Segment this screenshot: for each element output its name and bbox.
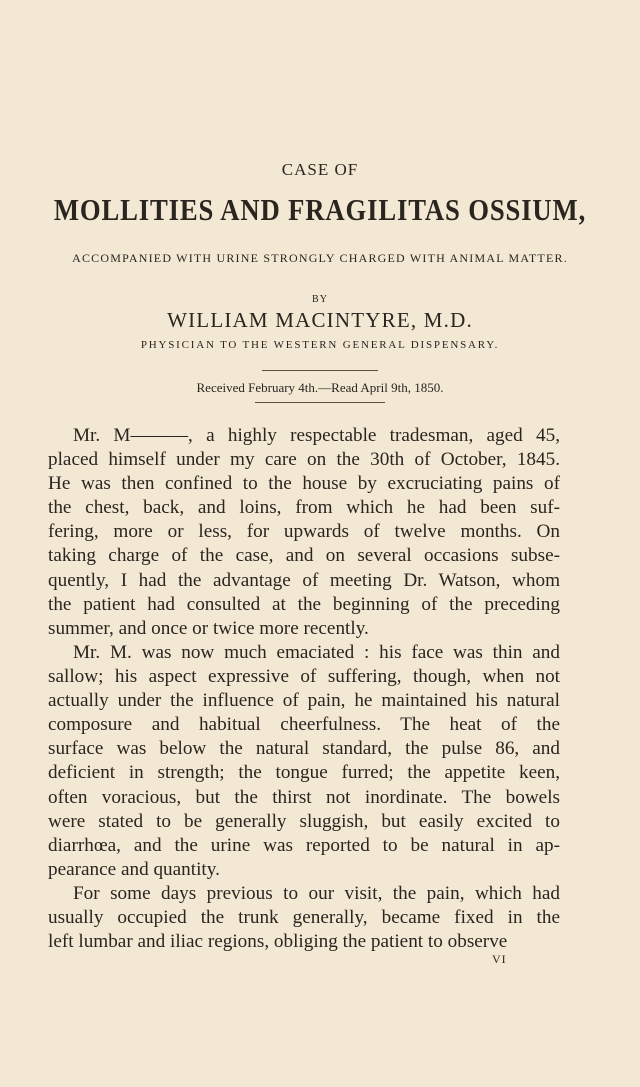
paragraph-line: summer, and once or twice more recently. xyxy=(48,617,369,639)
paragraph-line: surface was below the natural standard, the pulse 86, and xyxy=(48,738,560,760)
signature-mark: VI xyxy=(492,952,507,966)
paragraph-line: taking charge of the case, and on several occasions subse- xyxy=(48,545,560,567)
article-subtitle: ACCOMPANIED WITH URINE STRONGLY CHARGED WITH ANIMAL MATTER. xyxy=(72,251,568,265)
author-affiliation: PHYSICIAN TO THE WESTERN GENERAL DISPENSARY. xyxy=(140,339,500,351)
paragraph-line: composure and habitual cheerfulness. The heat of the xyxy=(48,714,560,736)
paragraph-line: the chest, back, and loins, from which he had been suf- xyxy=(48,497,560,519)
paragraph-line: the patient had consulted at the beginning of the preceding xyxy=(48,593,560,615)
article-title: MOLLITIES AND FRAGILITAS OSSIUM, xyxy=(53,192,587,227)
paragraph-line: diarrhœa, and the urine was reported to be natural in ap- xyxy=(48,834,560,856)
paragraph-line: fering, more or less, for upwards of twelve months. On xyxy=(48,521,560,543)
divider-bottom xyxy=(255,402,385,403)
paragraph-line: usually occupied the trunk generally, became fixed in the xyxy=(48,907,560,929)
paragraph-line: left lumbar and iliac regions, obliging the patient to observe xyxy=(48,931,508,953)
paragraph-line: placed himself under my care on the 30th of October, 1845. xyxy=(48,449,560,471)
received-note: Received February 4th.—Read April 9th, 1850. xyxy=(196,380,444,395)
paragraph xyxy=(48,424,560,641)
paragraph-line: were stated to be generally sluggish, but easily excited to xyxy=(48,810,560,832)
paragraph xyxy=(48,641,560,882)
paragraph-line: pearance and quantity. xyxy=(48,858,220,880)
paragraph xyxy=(48,882,560,954)
author-name: WILLIAM MACINTYRE, M.D. xyxy=(167,308,473,332)
paragraph-line: often voracious, but the thirst not inordinate. The bowels xyxy=(48,786,560,808)
divider-top xyxy=(262,370,378,371)
paragraph-line: quently, I had the advantage of meeting Dr. Watson, whom xyxy=(48,569,560,591)
paragraph-line: Mr. M. was now much emaciated : his face was thin and xyxy=(73,642,560,663)
paragraph-line: sallow; his aspect expressive of suffering, though, when not xyxy=(48,666,560,688)
paragraph-line: actually under the influence of pain, he maintained his natural xyxy=(48,690,560,712)
paragraph-line: For some days previous to our visit, the pain, which had xyxy=(73,883,560,904)
heading-case-of: CASE OF xyxy=(281,160,359,179)
byline-label: BY xyxy=(312,294,328,305)
paragraph-line: He was then confined to the house by excruciating pains of xyxy=(48,473,560,495)
paragraph-line: deficient in strength; the tongue furred; the appetite keen, xyxy=(48,762,560,784)
paragraph-line: Mr. M———, a highly respectable tradesman, aged 45, xyxy=(73,425,560,446)
